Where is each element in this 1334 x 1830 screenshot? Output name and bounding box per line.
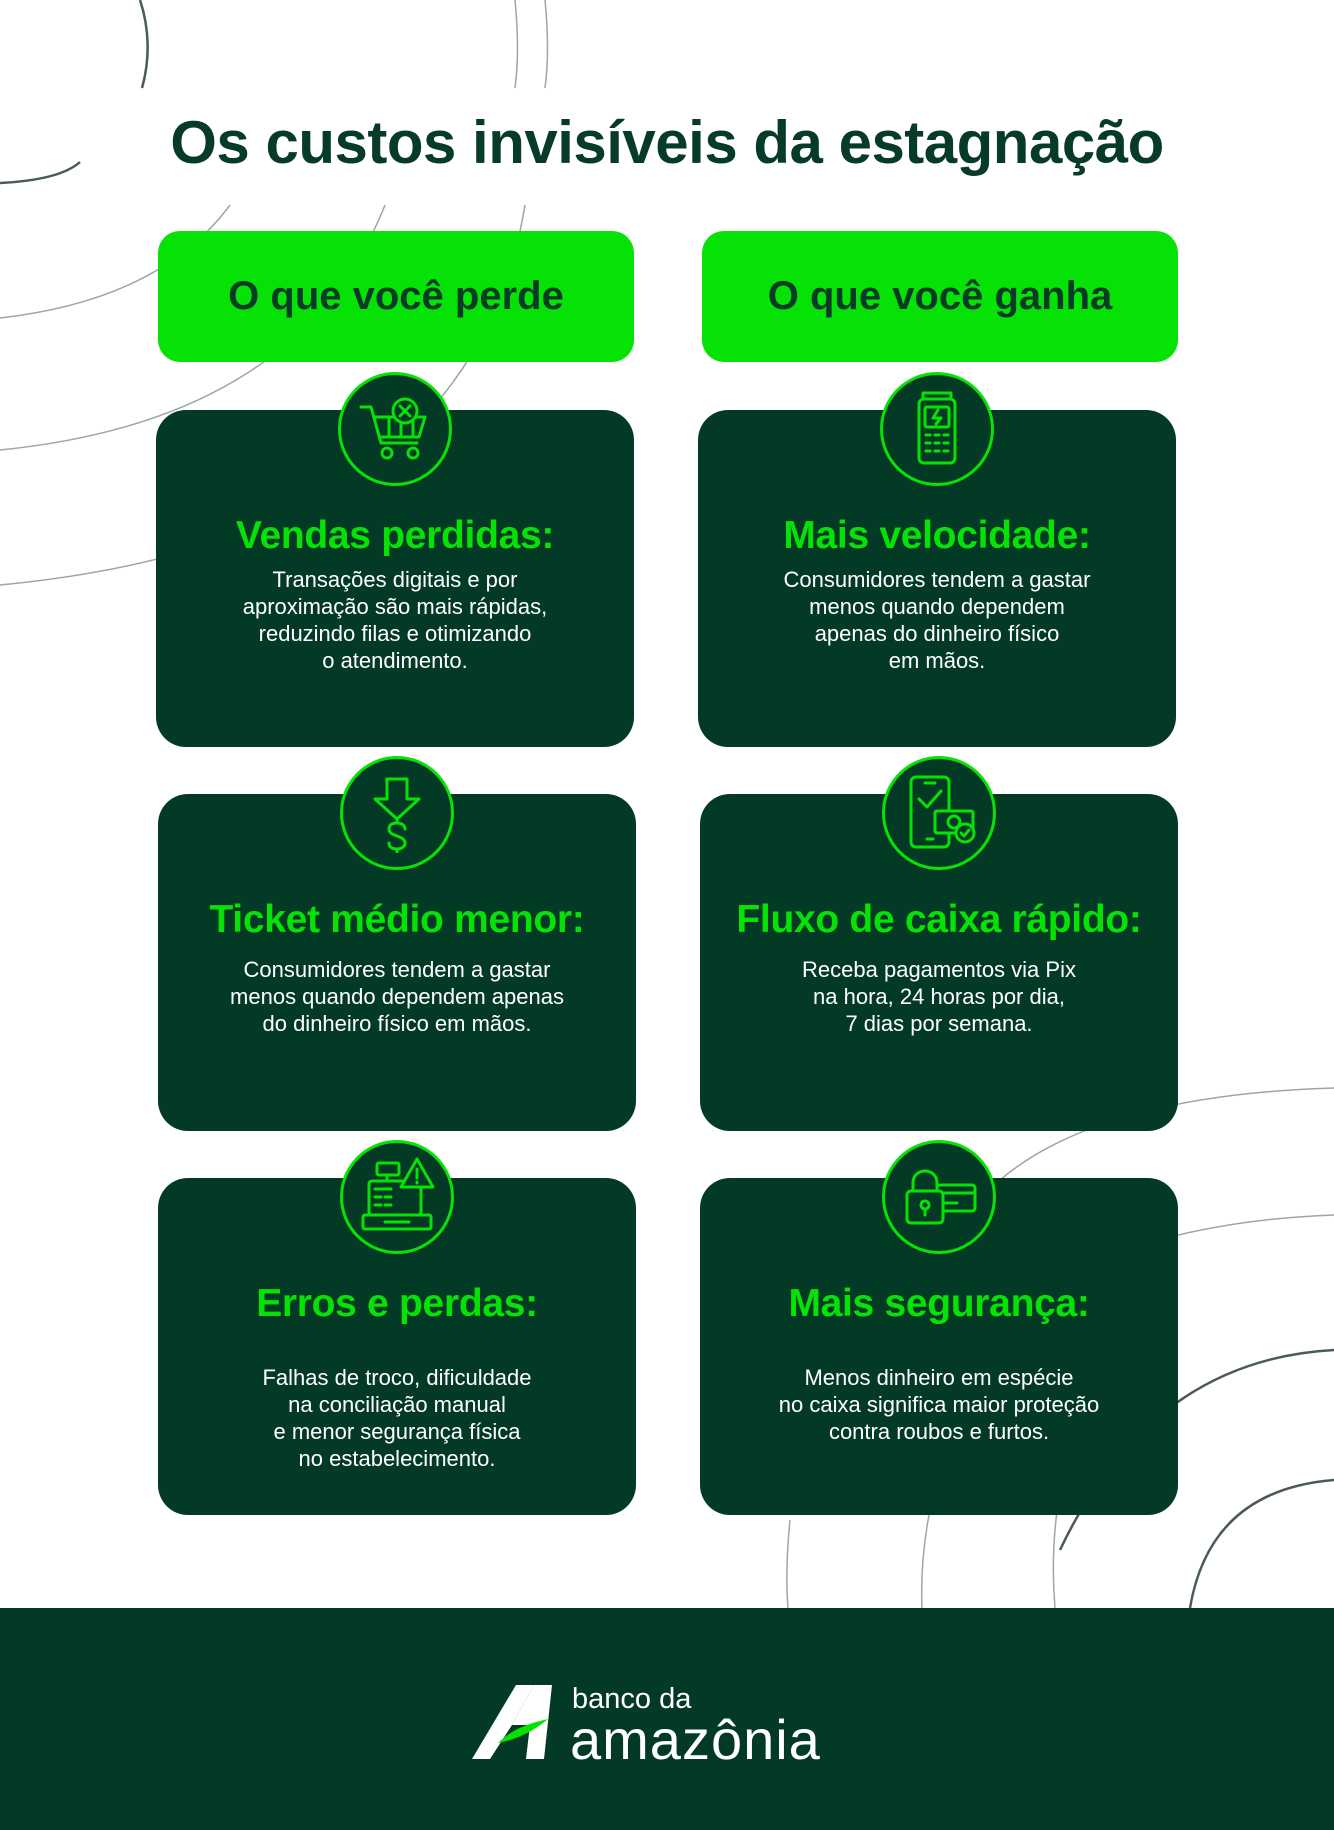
card-title: Ticket médio menor: (209, 898, 585, 941)
card-title: Fluxo de caixa rápido: (736, 898, 1142, 941)
card-machine-icon (880, 372, 994, 486)
logo-text-big: amazônia (570, 1708, 821, 1771)
column-header-gain: O que você ganha (702, 231, 1178, 362)
bank-logo-mark-icon (472, 1685, 552, 1759)
card-title: Erros e perdas: (256, 1282, 538, 1325)
cash-register-warning-icon (340, 1140, 454, 1254)
phone-money-check-icon (882, 756, 996, 870)
card-title: Mais velocidade: (783, 514, 1091, 557)
card-mais-seguranca (700, 1178, 1178, 1515)
page-title: Os custos invisíveis da estagnação (170, 109, 1164, 176)
card-text: Menos dinheiro em espécie no caixa significa maior proteção contra roubos e furtos. (778, 1365, 1100, 1444)
column-header-lose: O que você perde (158, 231, 634, 362)
card-title: Mais segurança: (788, 1282, 1090, 1325)
card-ticket-medio-menor (158, 794, 636, 1131)
card-text: Consumidores tendem a gastar menos quando dependem apenas do dinheiro físico em mãos. (230, 957, 564, 1036)
card-title: Vendas perdidas: (235, 514, 555, 557)
logo-text-small: banco da (572, 1683, 692, 1715)
card-text: Transações digitais e por aproximação são mais rápidas, reduzindo filas e otimizando o atendimento. (242, 567, 548, 673)
arrow-down-dollar-icon (340, 756, 454, 870)
card-text: Receba pagamentos via Pix na hora, 24 horas por dia, 7 dias por semana. (802, 957, 1076, 1036)
card-fluxo-de-caixa (700, 794, 1178, 1131)
shopping-cart-x-icon (338, 372, 452, 486)
card-erros-e-perdas (158, 1178, 636, 1515)
card-vendas-perdidas (156, 410, 634, 747)
card-text: Consumidores tendem a gastar menos quando dependem apenas do dinheiro físico em mãos. (783, 567, 1091, 673)
bank-logo (472, 1683, 872, 1771)
card-mais-velocidade (698, 410, 1176, 747)
card-text: Falhas de troco, dificuldade na conciliação manual e menor segurança física no estabelecimento. (262, 1365, 532, 1471)
lock-card-icon (882, 1140, 996, 1254)
